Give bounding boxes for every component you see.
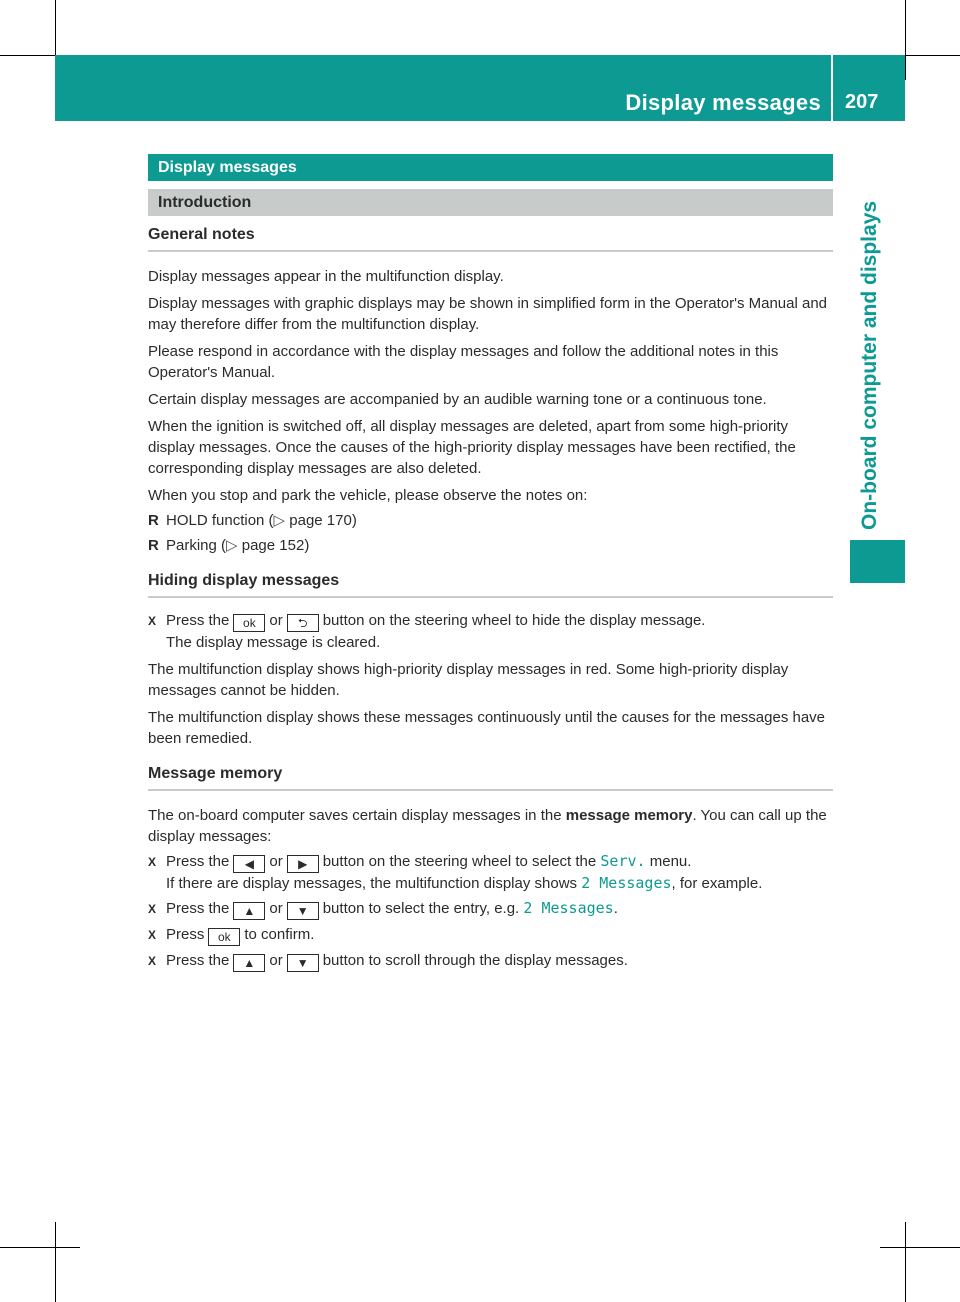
paragraph-text: The on-board computer saves certain display messages in the <box>148 807 562 824</box>
step-result: The display message is cleared. <box>166 634 381 651</box>
heading-message-memory: Message memory <box>148 765 833 791</box>
step <box>148 610 833 653</box>
crop-mark <box>55 1222 56 1302</box>
crop-mark <box>880 1247 960 1248</box>
step-icon: X <box>148 902 157 916</box>
subsection-title: Introduction <box>148 189 833 216</box>
step-text: Press the <box>166 900 230 917</box>
down-key-icon: ▼ <box>287 954 319 972</box>
step-text: . <box>613 900 618 917</box>
step-text: button to select the entry, e.g. <box>322 900 520 917</box>
display-text: Serv. <box>600 852 646 870</box>
page-reference[interactable]: page 170) <box>289 512 357 529</box>
header-title: Display messages <box>625 90 821 115</box>
step-icon: X <box>148 614 157 628</box>
step-text: Press <box>166 926 205 943</box>
heading-hiding: Hiding display messages <box>148 572 833 598</box>
right-key-icon: ▶ <box>287 855 319 873</box>
paragraph: Display messages appear in the multifunction display. <box>148 268 504 285</box>
step-text: button to scroll through the display messages. <box>322 952 628 969</box>
step-text: or <box>269 952 283 969</box>
paragraph <box>148 805 833 847</box>
step <box>148 851 833 894</box>
step-text: menu. <box>649 853 692 870</box>
step-result: If there are display messages, the multifunction display shows <box>166 875 578 892</box>
list-item <box>148 510 833 531</box>
step <box>148 924 833 946</box>
display-text: 2 Messages <box>581 874 672 892</box>
step <box>148 950 833 972</box>
step-text: button on the steering wheel to select the <box>322 853 597 870</box>
ok-key-icon: ok <box>208 928 240 946</box>
crop-mark <box>905 1222 906 1302</box>
step-icon: X <box>148 954 157 968</box>
page-content <box>148 154 833 972</box>
bullet-icon: R <box>148 537 159 554</box>
step-text: or <box>269 900 283 917</box>
back-key-icon: ⮌ <box>287 614 319 632</box>
paragraph: When you stop and park the vehicle, please observe the notes on: <box>148 487 588 504</box>
step-text: button on the steering wheel to hide the display message. <box>322 612 706 629</box>
list-item <box>148 535 833 556</box>
step-text: or <box>269 612 283 629</box>
page-ref-icon: ▷ <box>273 512 286 529</box>
page-ref-icon: ▷ <box>226 537 238 554</box>
paragraph: The multifunction display shows these messages continuously until the causes for the messages have been remedied. <box>148 709 826 747</box>
heading-general-notes: General notes <box>148 226 833 252</box>
display-text: 2 Messages <box>523 899 614 917</box>
paragraph: Certain display messages are accompanied by an audible warning tone or a continuous tone. <box>148 391 767 408</box>
crop-mark <box>905 0 906 80</box>
up-key-icon: ▲ <box>233 902 265 920</box>
up-key-icon: ▲ <box>233 954 265 972</box>
paragraph: When the ignition is switched off, all display messages are deleted, apart from some high-priority display messages. Once the causes of the high-priority display messages have been rectified, the corresponding display messages are also deleted. <box>148 418 796 477</box>
list-item-text: HOLD function ( <box>166 512 274 529</box>
step-text: Press the <box>166 952 230 969</box>
step <box>148 898 833 920</box>
section-title: Display messages <box>148 154 833 181</box>
step-text: or <box>269 853 283 870</box>
paragraph: Please respond in accordance with the display messages and follow the additional notes in this Operator's Manual. <box>148 343 779 381</box>
page-number: 207 <box>845 91 879 113</box>
chapter-side-label: On-board computer and displays <box>858 200 881 530</box>
step-text: Press the <box>166 612 230 629</box>
paragraph-text: . You can call up the display messages: <box>148 807 827 845</box>
list-item-text: Parking ( <box>166 537 227 554</box>
bold-term: message memory <box>565 807 693 824</box>
bullet-icon: R <box>148 512 159 529</box>
ok-key-icon: ok <box>233 614 265 632</box>
header-separator <box>831 55 833 121</box>
step-text: to confirm. <box>244 926 315 943</box>
step-result: , for example. <box>671 875 763 892</box>
step-icon: X <box>148 855 157 869</box>
chapter-tab <box>850 540 905 583</box>
page-reference[interactable]: page 152) <box>241 537 310 554</box>
left-key-icon: ◀ <box>233 855 265 873</box>
crop-mark <box>0 1247 80 1248</box>
paragraph: The multifunction display shows high-priority display messages in red. Some high-priority display messages cannot be hidden. <box>148 661 789 699</box>
step-text: Press the <box>166 853 230 870</box>
step-icon: X <box>148 928 157 942</box>
down-key-icon: ▼ <box>287 902 319 920</box>
paragraph: Display messages with graphic displays may be shown in simplified form in the Operator's Manual and may therefore differ from the multifunction display. <box>148 295 828 333</box>
